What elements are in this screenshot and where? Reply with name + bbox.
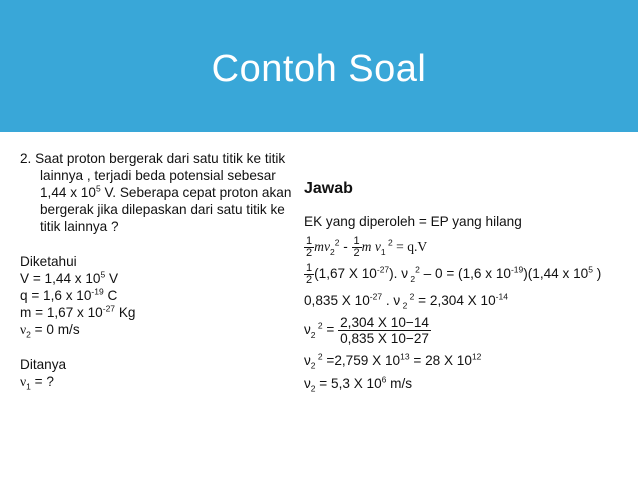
answer-line-7: $\nu_2 = 5,3$ X $10^6$ m/s bbox=[304, 374, 413, 394]
answer-line-6: $\nu_2$ $^2$ =2,759 X $10^{13} = 28$ X $10^{12}$ bbox=[304, 351, 482, 371]
half-fraction-2: $\frac{1}{2}$ bbox=[353, 235, 360, 259]
given-charge-unit: C bbox=[103, 288, 118, 303]
answer-line-2: $\frac{1}{2}$ $m\nu_2^2$ - $\frac{1}{2}$ m $\nu_1$ $^2$ = q.V bbox=[306, 235, 428, 259]
answer-section bbox=[304, 180, 634, 392]
answer-line-1: EK yang diperoleh = EP yang hilang bbox=[304, 214, 522, 229]
diketahui-label: Diketahui bbox=[20, 254, 77, 269]
given-charge-exp: -19 bbox=[91, 286, 104, 297]
velocity-fraction: $\frac{2,304 X 10-14}{0,835 X 10-27}$ bbox=[340, 315, 429, 346]
given-velocity-symbol: ν bbox=[20, 322, 27, 337]
title-banner bbox=[0, 0, 638, 132]
question-part-1: 2. Saat proton bergerak dari satu titik ke titik lainnya , terjadi beda potensial sebesar 1,44 x 10 bbox=[20, 151, 286, 200]
half-fraction-3: $\frac{1}{2}$ bbox=[306, 262, 313, 286]
given-mass bbox=[20, 304, 292, 321]
question-text bbox=[20, 150, 292, 235]
given-voltage-unit: V bbox=[105, 271, 119, 286]
half-fraction: $\frac{1}{2}$ bbox=[306, 235, 313, 259]
question-part-2: V. Seberapa cepat proton akan bergerak jika dilepaskan dari satu titik ke titik lainnya ? bbox=[40, 185, 292, 234]
given-voltage-exp: 5 bbox=[100, 269, 106, 280]
given-charge bbox=[20, 287, 292, 304]
given-mass-unit: Kg bbox=[115, 305, 136, 320]
given-mass-exp: -27 bbox=[102, 303, 116, 314]
problem-section bbox=[20, 150, 292, 390]
given-velocity-sub: 2 bbox=[26, 329, 31, 340]
asked-velocity bbox=[20, 373, 292, 390]
asked-velocity-symbol: ν bbox=[20, 374, 27, 389]
jawab-label: Jawab bbox=[304, 180, 353, 197]
asked-velocity-sub: 1 bbox=[26, 381, 31, 392]
given-velocity bbox=[20, 321, 292, 338]
answer-line-3: $\frac{1}{2}$ (1,67 X $10^{-27}$). ν $_2^2$ – 0 = (1,6 x $10^{-19})(1,44$ x $10^5$ ) bbox=[306, 262, 602, 286]
given-voltage-text: V = 1,44 x 10 bbox=[20, 271, 101, 286]
answer-line-4: 0,835 X $10^{-27}$ . ν $_2$ $^2$ = 2,304 X $10^{-14}$ bbox=[304, 291, 508, 311]
ditanya-label: Ditanya bbox=[20, 357, 67, 372]
slide-title: Contoh Soal bbox=[211, 48, 427, 90]
question-exponent: 5 bbox=[95, 183, 101, 194]
answer-line-5: $\nu_2$ $^2$ = $\frac{2,304 X 10-14}{0,835 X 10-27}$ bbox=[304, 315, 429, 346]
given-charge-text: q = 1,6 x 10 bbox=[20, 288, 92, 303]
given-voltage bbox=[20, 270, 292, 287]
given-mass-text: m = 1,67 x 10 bbox=[20, 305, 103, 320]
asked-velocity-value: = ? bbox=[30, 374, 54, 389]
given-velocity-value: = 0 m/s bbox=[30, 322, 80, 337]
